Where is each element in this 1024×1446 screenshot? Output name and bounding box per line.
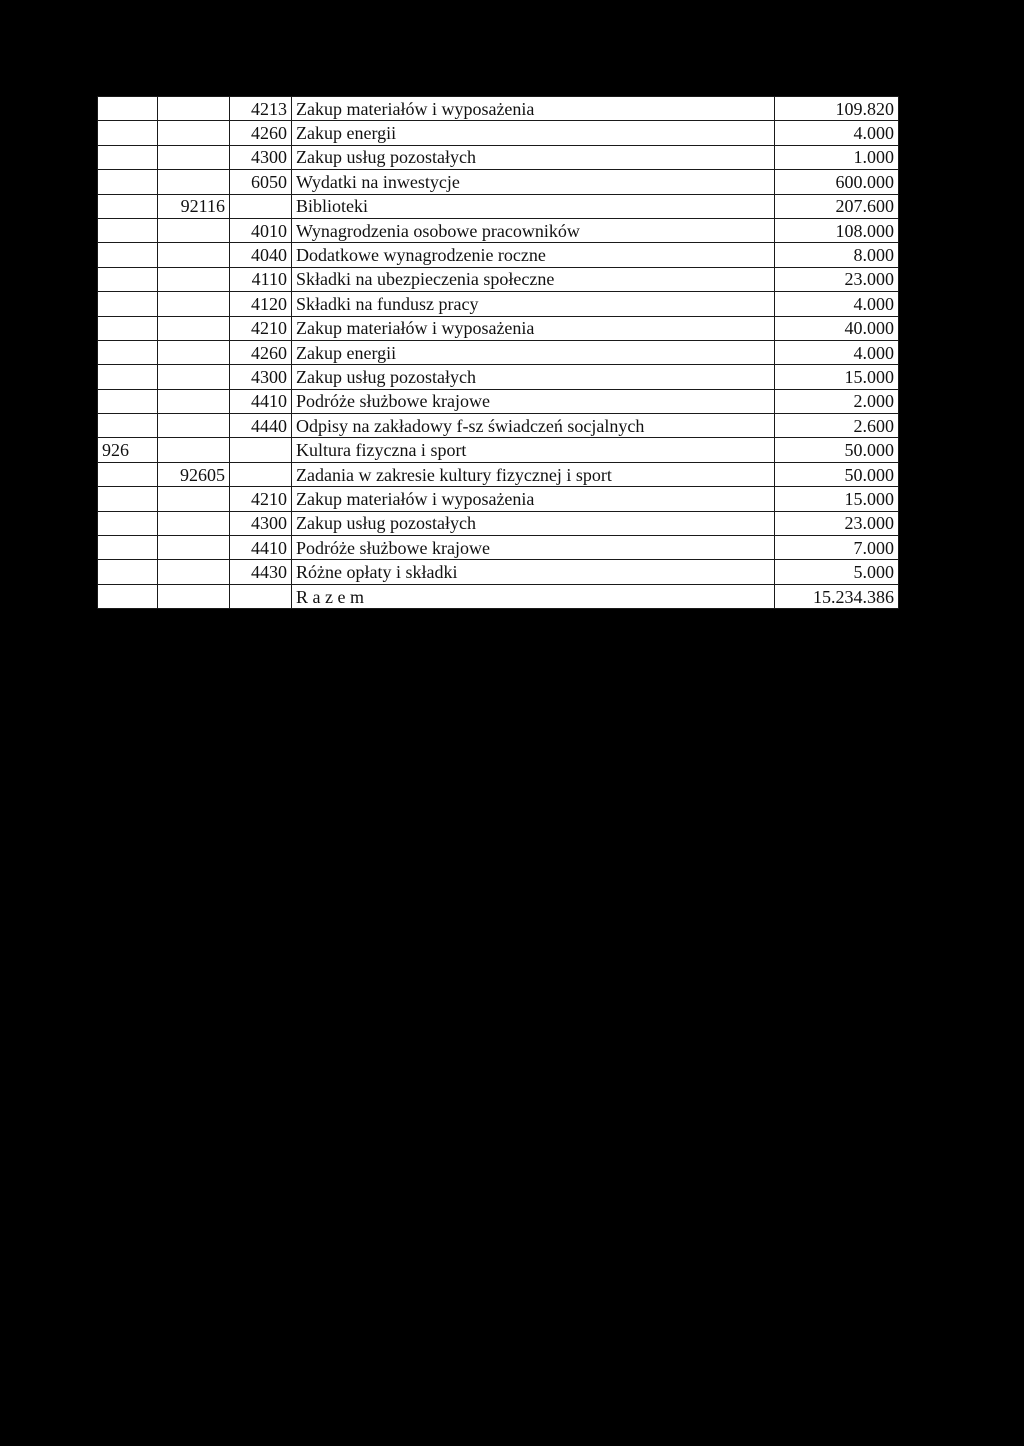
rozdzial-cell bbox=[158, 511, 230, 535]
dzial-cell bbox=[98, 487, 158, 511]
dzial-cell bbox=[98, 97, 158, 121]
kwota-cell: 600.000 bbox=[775, 170, 899, 194]
rozdzial-cell bbox=[158, 145, 230, 169]
dzial-cell bbox=[98, 243, 158, 267]
table-row bbox=[98, 267, 899, 291]
table-row bbox=[98, 438, 899, 462]
rozdzial-cell: 92605 bbox=[158, 462, 230, 486]
dzial-cell bbox=[98, 365, 158, 389]
paragraf-cell: 4040 bbox=[230, 243, 292, 267]
paragraf-cell: 4430 bbox=[230, 560, 292, 584]
dzial-cell: 926 bbox=[98, 438, 158, 462]
paragraf-cell bbox=[230, 584, 292, 608]
dzial-cell bbox=[98, 194, 158, 218]
nazwa-cell: Zakup materiałów i wyposażenia bbox=[292, 316, 775, 340]
paragraf-cell: 4410 bbox=[230, 389, 292, 413]
nazwa-cell: Dodatkowe wynagrodzenie roczne bbox=[292, 243, 775, 267]
kwota-cell: 23.000 bbox=[775, 267, 899, 291]
rozdzial-cell bbox=[158, 584, 230, 608]
nazwa-cell: Składki na ubezpieczenia społeczne bbox=[292, 267, 775, 291]
paragraf-cell: 4010 bbox=[230, 218, 292, 242]
nazwa-cell: Biblioteki bbox=[292, 194, 775, 218]
dzial-cell bbox=[98, 145, 158, 169]
kwota-cell: 2.000 bbox=[775, 389, 899, 413]
dzial-cell bbox=[98, 316, 158, 340]
table-row bbox=[98, 511, 899, 535]
nazwa-cell: Składki na fundusz pracy bbox=[292, 292, 775, 316]
table-row bbox=[98, 218, 899, 242]
table-row bbox=[98, 365, 899, 389]
rozdzial-cell bbox=[158, 340, 230, 364]
total-row bbox=[98, 584, 899, 608]
table-row bbox=[98, 560, 899, 584]
nazwa-cell: Zakup usług pozostałych bbox=[292, 511, 775, 535]
dzial-cell bbox=[98, 170, 158, 194]
table-row bbox=[98, 194, 899, 218]
table-row bbox=[98, 414, 899, 438]
table-row bbox=[98, 389, 899, 413]
table-row bbox=[98, 145, 899, 169]
table-row bbox=[98, 462, 899, 486]
dzial-cell bbox=[98, 560, 158, 584]
rozdzial-cell bbox=[158, 536, 230, 560]
kwota-cell: 108.000 bbox=[775, 218, 899, 242]
paragraf-cell bbox=[230, 438, 292, 462]
rozdzial-cell bbox=[158, 218, 230, 242]
nazwa-cell: Zakup materiałów i wyposażenia bbox=[292, 97, 775, 121]
rozdzial-cell bbox=[158, 438, 230, 462]
paragraf-cell: 4210 bbox=[230, 316, 292, 340]
kwota-cell: 207.600 bbox=[775, 194, 899, 218]
dzial-cell bbox=[98, 292, 158, 316]
rozdzial-cell: 92116 bbox=[158, 194, 230, 218]
paragraf-cell: 4213 bbox=[230, 97, 292, 121]
nazwa-cell: Zakup usług pozostałych bbox=[292, 365, 775, 389]
paragraf-cell: 4260 bbox=[230, 121, 292, 145]
nazwa-cell: Odpisy na zakładowy f-sz świadczeń socjalnych bbox=[292, 414, 775, 438]
kwota-cell: 1.000 bbox=[775, 145, 899, 169]
paragraf-cell: 4440 bbox=[230, 414, 292, 438]
paragraf-cell: 4410 bbox=[230, 536, 292, 560]
nazwa-cell: R a z e m bbox=[292, 584, 775, 608]
budget-table-body bbox=[98, 97, 899, 609]
rozdzial-cell bbox=[158, 560, 230, 584]
paragraf-cell: 4300 bbox=[230, 145, 292, 169]
rozdzial-cell bbox=[158, 97, 230, 121]
paragraf-cell: 4120 bbox=[230, 292, 292, 316]
kwota-cell: 50.000 bbox=[775, 462, 899, 486]
nazwa-cell: Zadania w zakresie kultury fizycznej i sport bbox=[292, 462, 775, 486]
table-row bbox=[98, 243, 899, 267]
kwota-cell: 4.000 bbox=[775, 292, 899, 316]
kwota-cell: 15.234.386 bbox=[775, 584, 899, 608]
kwota-cell: 2.600 bbox=[775, 414, 899, 438]
table-row bbox=[98, 292, 899, 316]
table-row bbox=[98, 340, 899, 364]
dzial-cell bbox=[98, 584, 158, 608]
dzial-cell bbox=[98, 536, 158, 560]
nazwa-cell: Wydatki na inwestycje bbox=[292, 170, 775, 194]
table-row bbox=[98, 536, 899, 560]
kwota-cell: 4.000 bbox=[775, 121, 899, 145]
nazwa-cell: Podróże służbowe krajowe bbox=[292, 389, 775, 413]
nazwa-cell: Kultura fizyczna i sport bbox=[292, 438, 775, 462]
paragraf-cell: 4260 bbox=[230, 340, 292, 364]
rozdzial-cell bbox=[158, 170, 230, 194]
rozdzial-cell bbox=[158, 121, 230, 145]
paragraf-cell: 6050 bbox=[230, 170, 292, 194]
table-row bbox=[98, 487, 899, 511]
kwota-cell: 109.820 bbox=[775, 97, 899, 121]
paragraf-cell: 4300 bbox=[230, 365, 292, 389]
paragraf-cell: 4110 bbox=[230, 267, 292, 291]
kwota-cell: 23.000 bbox=[775, 511, 899, 535]
kwota-cell: 15.000 bbox=[775, 487, 899, 511]
dzial-cell bbox=[98, 414, 158, 438]
table-row bbox=[98, 316, 899, 340]
nazwa-cell: Zakup energii bbox=[292, 340, 775, 364]
table-row bbox=[98, 121, 899, 145]
paragraf-cell bbox=[230, 462, 292, 486]
dzial-cell bbox=[98, 121, 158, 145]
kwota-cell: 5.000 bbox=[775, 560, 899, 584]
paragraf-cell: 4300 bbox=[230, 511, 292, 535]
dzial-cell bbox=[98, 218, 158, 242]
rozdzial-cell bbox=[158, 292, 230, 316]
nazwa-cell: Różne opłaty i składki bbox=[292, 560, 775, 584]
dzial-cell bbox=[98, 267, 158, 291]
rozdzial-cell bbox=[158, 243, 230, 267]
rozdzial-cell bbox=[158, 487, 230, 511]
rozdzial-cell bbox=[158, 267, 230, 291]
dzial-cell bbox=[98, 511, 158, 535]
budget-table bbox=[97, 96, 899, 609]
nazwa-cell: Zakup materiałów i wyposażenia bbox=[292, 487, 775, 511]
nazwa-cell: Zakup usług pozostałych bbox=[292, 145, 775, 169]
rozdzial-cell bbox=[158, 389, 230, 413]
nazwa-cell: Zakup energii bbox=[292, 121, 775, 145]
kwota-cell: 8.000 bbox=[775, 243, 899, 267]
kwota-cell: 7.000 bbox=[775, 536, 899, 560]
dzial-cell bbox=[98, 340, 158, 364]
rozdzial-cell bbox=[158, 365, 230, 389]
nazwa-cell: Podróże służbowe krajowe bbox=[292, 536, 775, 560]
dzial-cell bbox=[98, 389, 158, 413]
kwota-cell: 40.000 bbox=[775, 316, 899, 340]
kwota-cell: 4.000 bbox=[775, 340, 899, 364]
kwota-cell: 15.000 bbox=[775, 365, 899, 389]
table-row bbox=[98, 97, 899, 121]
dzial-cell bbox=[98, 462, 158, 486]
paragraf-cell bbox=[230, 194, 292, 218]
rozdzial-cell bbox=[158, 414, 230, 438]
kwota-cell: 50.000 bbox=[775, 438, 899, 462]
table-row bbox=[98, 170, 899, 194]
rozdzial-cell bbox=[158, 316, 230, 340]
nazwa-cell: Wynagrodzenia osobowe pracowników bbox=[292, 218, 775, 242]
paragraf-cell: 4210 bbox=[230, 487, 292, 511]
